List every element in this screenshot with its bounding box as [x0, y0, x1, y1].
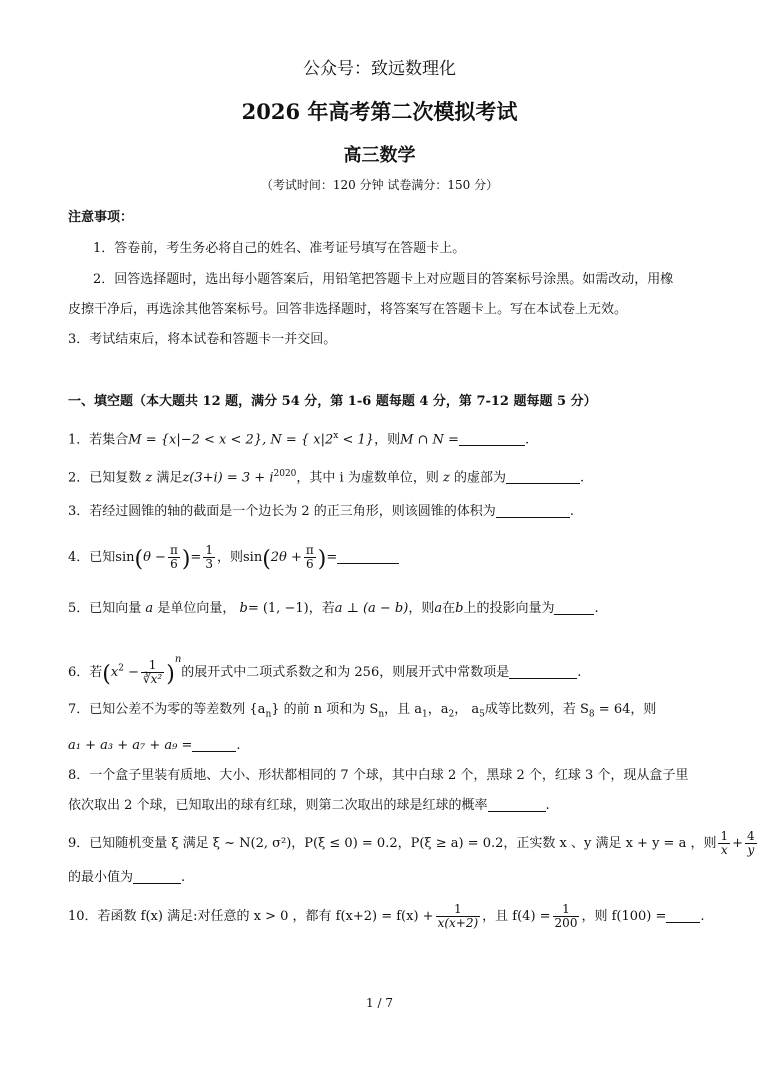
answer-blank[interactable] — [337, 549, 399, 564]
question-5: 5．已知向量 a 是单位向量， b= (1, −1)，若a ⊥ (a − b)，则a在b上的投影向量为 . — [68, 601, 599, 616]
page-number: 1 / 7 — [366, 996, 393, 1010]
answer-blank[interactable] — [488, 797, 546, 812]
answer-blank[interactable] — [496, 503, 570, 518]
question-6: 6．若($x^2$ − $\frac{1}{\text{∛x²}}$ )$^n$的展开式中二项式系数之和为 256，则展开式中常数项是 . — [68, 654, 582, 687]
subject-title: 高三数学 — [343, 145, 416, 166]
note-2-line-1: 2．回答选择题时，选出每小题答案后，用铅笔把答题卡上对应题目的答案标号涂黑。如需改动，用橡 — [93, 272, 674, 287]
answer-blank[interactable] — [133, 869, 181, 884]
wechat-account-line: 公众号：致远数理化 — [303, 59, 456, 79]
note-1: 1．答卷前，考生务必将自己的姓名、准考证号填写在答题卡上。 — [93, 241, 466, 256]
answer-blank[interactable] — [666, 908, 700, 923]
question-9-line-1: 9．已知随机变量 ξ 满足 ξ ~ N(2, σ²)，P(ξ ≤ 0) = 0.2，P(ξ ≥ a) = 0.2，正实数 x 、y 满足 x + y = a ，则 $\frac{1}{x}$ + $\frac{4}{y}$ — [68, 829, 755, 857]
notes-heading: 注意事项： — [68, 210, 134, 225]
note-2-line-2: 皮擦干净后，再选涂其他答案标号。回答非选择题时，将答案写在答题卡上。写在本试卷上无效。 — [68, 302, 628, 317]
exam-title: 2026 年高考第二次模拟考试 — [241, 99, 518, 124]
section-heading: 一、填空题（本大题共 12 题，满分 54 分，第 1-6 题每题 4 分，第 7-12 题每题 5 分） — [68, 394, 597, 409]
answer-blank[interactable] — [192, 737, 236, 752]
question-1: 1．若集合M = {x|−2 < x < 2}, N = { $x|2^x < 1$}，则M ∩ N = . — [68, 431, 530, 448]
question-2: 2．已知复数 z 满足$z(3+i) = 3 + i^{2020}$，其中 i 为虚数单位，则 z 的虚部为 . — [68, 469, 585, 486]
answer-blank[interactable] — [459, 431, 525, 446]
question-8-line-1: 8．一个盒子里装有质地、大小、形状都相同的 7 个球，其中白球 2 个，黑球 2 个，红球 3 个，现从盒子里 — [68, 768, 689, 783]
answer-blank[interactable] — [509, 664, 577, 679]
question-3: 3．若经过圆锥的轴的截面是一个边长为 2 的正三角形，则该圆锥的体积为 . — [68, 504, 574, 519]
exam-meta: （考试时间：120 分钟 试卷满分：150 分） — [260, 178, 499, 192]
question-7-line-2: a₁ + a₃ + a₇ + a₉ = . — [68, 738, 241, 753]
note-3: 3．考试结束后，将本试卷和答题卡一并交回。 — [68, 332, 337, 347]
answer-blank[interactable] — [506, 469, 580, 484]
question-9-line-2: 的最小值为 . — [68, 870, 186, 885]
question-8-line-2: 依次取出 2 个球，已知取出的球有红球，则第二次取出的球是红球的概率 . — [68, 798, 550, 813]
question-10: 10．若函数 f(x) 满足:对任意的 x > 0 ，都有 f(x+2) = f(x) + $\frac{1}{x(x+2)}$ ，且 f(4) = $\frac{1}{200}$ ，则 f(100) = . — [68, 902, 705, 930]
answer-blank[interactable] — [554, 600, 594, 615]
question-7-line-1: 7．已知公差不为零的等差数列 $\{a_n\}$ 的前 n 项和为 $S_n$，且 $a_1$，$a_2$， $a_5$成等比数列，若 $S_8 = 64$，则 — [68, 702, 657, 720]
question-4: 4．已知sin(θ − $\frac{\pi}{6}$ )= $\frac{1}{3}$ ，则sin(2θ + $\frac{\pi}{6}$ )= — [68, 538, 399, 580]
